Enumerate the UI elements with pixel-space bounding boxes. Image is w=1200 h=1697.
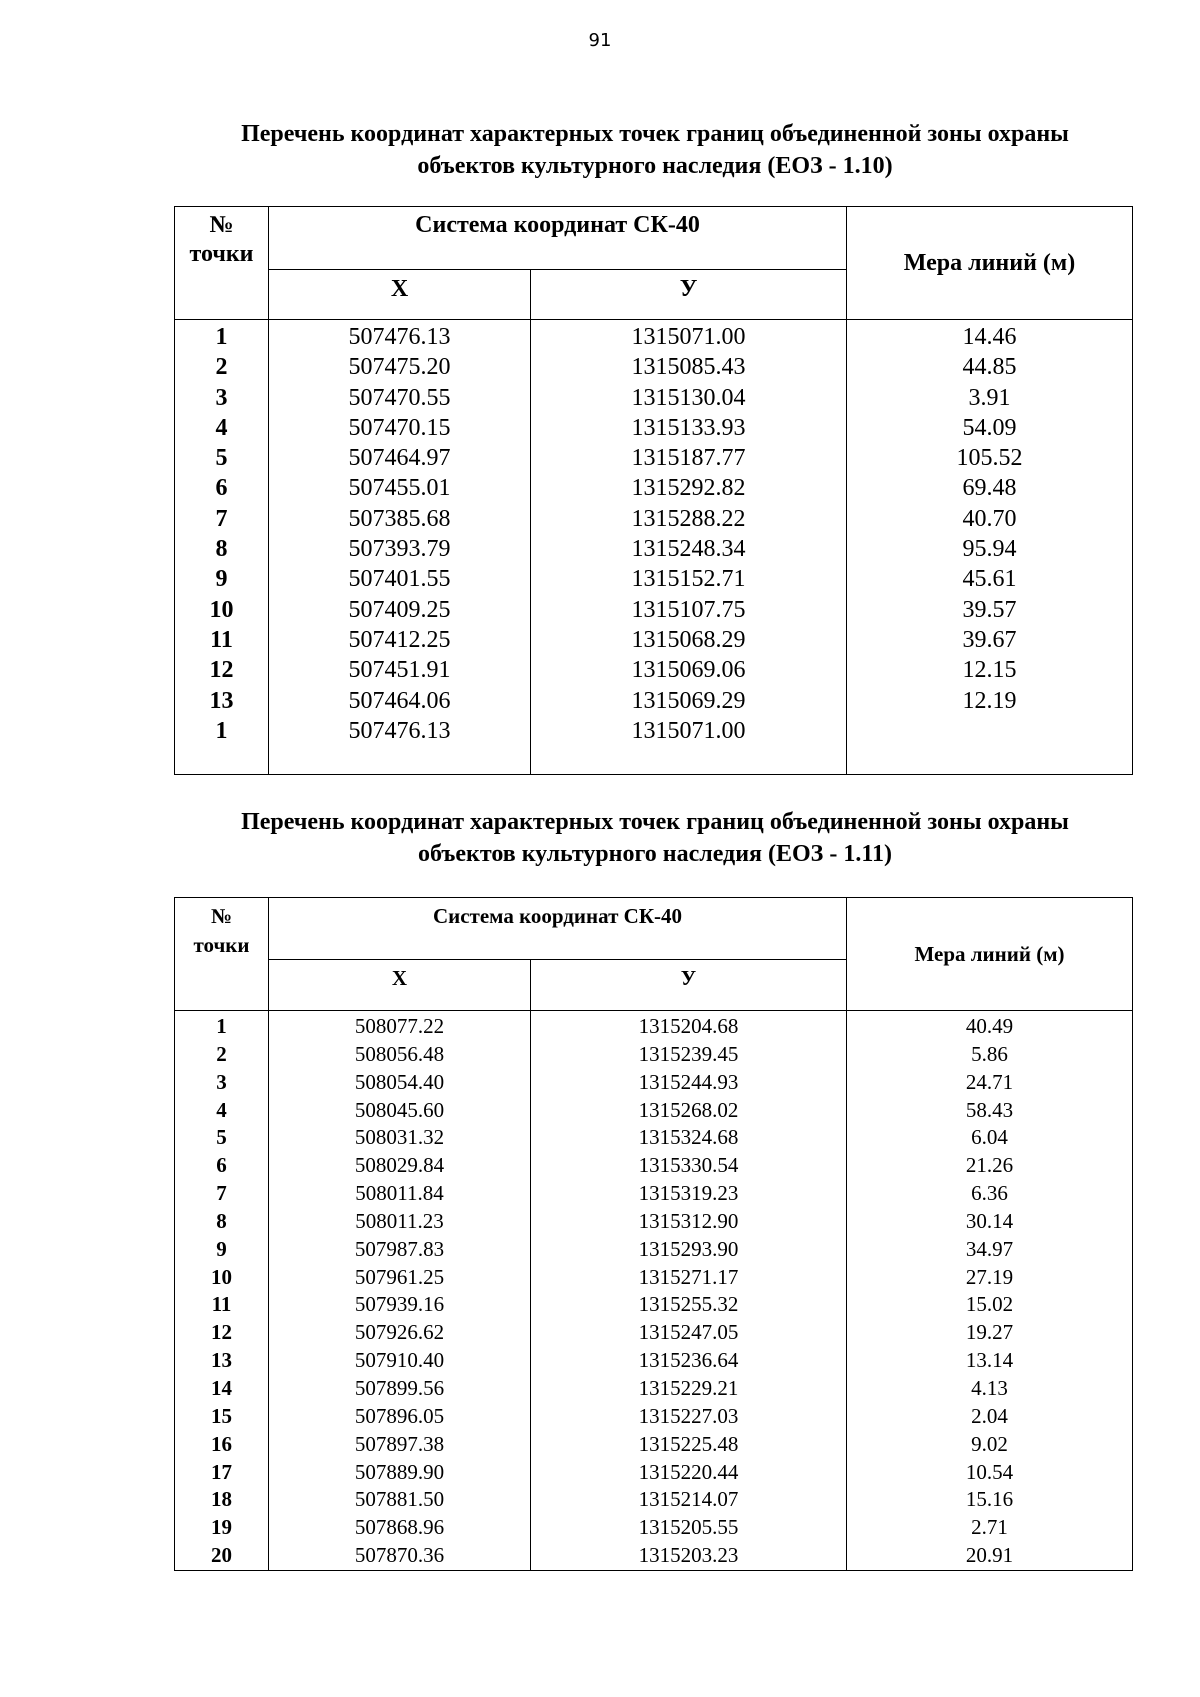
table-cell: 1315133.93 bbox=[631, 414, 746, 441]
table-cell: 11 bbox=[210, 626, 233, 653]
table-cell: 507451.91 bbox=[348, 657, 451, 684]
header-line-measure: Мера линий (м) bbox=[847, 898, 1133, 1011]
table-cell: 15.02 bbox=[965, 1292, 1014, 1317]
table-cell: 8 bbox=[216, 1208, 227, 1233]
table-cell: 507385.68 bbox=[348, 505, 451, 532]
table-cell: 1315248.34 bbox=[631, 536, 746, 563]
table-cell: 10 bbox=[211, 1264, 232, 1289]
table-cell: 1315205.55 bbox=[638, 1515, 739, 1540]
table-cell: 1315130.04 bbox=[631, 384, 746, 411]
header-point-label: точки bbox=[193, 933, 250, 957]
table-cell: 24.71 bbox=[965, 1069, 1014, 1094]
table-cell: 19.27 bbox=[965, 1320, 1014, 1345]
table-cell: 105.52 bbox=[956, 445, 1023, 472]
table-cell: 508056.48 bbox=[354, 1041, 445, 1066]
table-cell: 54.09 bbox=[962, 414, 1017, 441]
table-cell: 40.70 bbox=[962, 505, 1017, 532]
table-cell: 1315236.64 bbox=[638, 1348, 739, 1373]
table-cell: 10 bbox=[209, 596, 234, 623]
table-cell: 12.19 bbox=[962, 687, 1017, 714]
table-cell: 508045.60 bbox=[354, 1097, 445, 1122]
table-cell: 4 bbox=[215, 414, 228, 441]
table-cell: 508029.84 bbox=[354, 1153, 445, 1178]
section-title-eoz-1-10 bbox=[175, 118, 1135, 182]
table-cell: 507926.62 bbox=[354, 1320, 445, 1345]
table-cell: 508031.32 bbox=[354, 1125, 445, 1150]
section-title-eoz-1-11 bbox=[175, 806, 1135, 870]
measure-column bbox=[847, 1011, 1133, 1571]
table-cell: 3 bbox=[215, 384, 228, 411]
table-cell: 16 bbox=[211, 1431, 232, 1456]
x-column bbox=[269, 1011, 531, 1571]
table-cell: 1315187.77 bbox=[631, 445, 746, 472]
table-cell: 1315312.90 bbox=[638, 1208, 739, 1233]
title-line: объектов культурного наследия (ЕОЗ - 1.10) bbox=[417, 153, 893, 179]
table-cell: 507412.25 bbox=[348, 626, 451, 653]
table-cell: 507896.05 bbox=[354, 1403, 445, 1428]
table-cell: 507393.79 bbox=[348, 536, 451, 563]
x-column bbox=[269, 320, 531, 775]
table-cell: 14.46 bbox=[962, 324, 1017, 350]
table-cell: 1315069.06 bbox=[631, 657, 746, 684]
header-line-measure: Мера линий (м) bbox=[847, 207, 1133, 320]
table-cell: 507910.40 bbox=[354, 1348, 445, 1373]
table-cell: 507476.13 bbox=[348, 717, 451, 744]
table-cell: 30.14 bbox=[965, 1208, 1014, 1233]
table-cell: 507470.55 bbox=[348, 384, 451, 411]
table-cell: 1315293.90 bbox=[638, 1236, 739, 1261]
table-cell: 507401.55 bbox=[348, 566, 451, 593]
table-cell: 9 bbox=[216, 1236, 227, 1261]
table-cell: 507897.38 bbox=[354, 1431, 445, 1456]
table-cell: 507470.15 bbox=[348, 414, 451, 441]
table-cell: 1315319.23 bbox=[638, 1181, 739, 1206]
table-cell: 1 bbox=[215, 324, 228, 350]
table-cell: 69.48 bbox=[962, 475, 1017, 502]
table-cell: 45.61 bbox=[962, 566, 1017, 593]
table-cell: 1 bbox=[215, 717, 228, 744]
table-cell: 507939.16 bbox=[354, 1292, 445, 1317]
measure-column bbox=[847, 320, 1133, 775]
table-cell: 2.71 bbox=[971, 1515, 1008, 1540]
table-cell: 5.86 bbox=[971, 1041, 1008, 1066]
table-cell: 507464.06 bbox=[348, 687, 451, 714]
table-cell: 39.57 bbox=[962, 596, 1017, 623]
table-cell: 1315085.43 bbox=[631, 354, 746, 381]
table-cell: 21.26 bbox=[965, 1153, 1014, 1178]
table-cell: 12 bbox=[209, 657, 234, 684]
table-cell: 1315107.75 bbox=[631, 596, 746, 623]
table-cell: 3.91 bbox=[968, 384, 1011, 411]
table-cell: 1315069.29 bbox=[631, 687, 746, 714]
table-cell: 508011.23 bbox=[355, 1208, 444, 1233]
table-cell: 1315247.05 bbox=[638, 1320, 739, 1345]
header-point-number bbox=[175, 898, 269, 1011]
table-cell: 4.13 bbox=[971, 1375, 1008, 1400]
table-cell: 6 bbox=[215, 475, 228, 502]
table-cell: 1315255.32 bbox=[638, 1292, 739, 1317]
table-cell: 1315239.45 bbox=[638, 1041, 739, 1066]
table-cell: 3 bbox=[216, 1069, 227, 1094]
table-cell: 1315152.71 bbox=[631, 566, 746, 593]
table-cell: 1315204.68 bbox=[638, 1014, 739, 1038]
header-number-sign: № bbox=[209, 212, 234, 238]
header-coordinate-system: Система координат СК-40 bbox=[269, 207, 847, 270]
table-cell: 13.14 bbox=[965, 1348, 1014, 1373]
table-cell: 1 bbox=[216, 1014, 227, 1038]
table-cell: 11 bbox=[211, 1292, 232, 1317]
table-cell: 4 bbox=[216, 1097, 227, 1122]
header-y: У bbox=[531, 960, 847, 1011]
table-cell: 508011.84 bbox=[355, 1181, 444, 1206]
table-cell: 507476.13 bbox=[348, 324, 451, 350]
table-cell: 15.16 bbox=[965, 1487, 1014, 1512]
table-cell: 1315244.93 bbox=[638, 1069, 739, 1094]
table-cell: 95.94 bbox=[962, 536, 1017, 563]
table-cell: 39.67 bbox=[962, 626, 1017, 653]
table-cell: 1315071.00 bbox=[631, 717, 746, 744]
table-cell: 7 bbox=[215, 505, 228, 532]
table-cell: 507987.83 bbox=[354, 1236, 445, 1261]
table-cell: 507899.56 bbox=[354, 1375, 445, 1400]
table-cell: 17 bbox=[211, 1459, 232, 1484]
table-cell: 6.04 bbox=[971, 1125, 1008, 1150]
table-cell: 7 bbox=[216, 1181, 227, 1206]
table-cell: 507961.25 bbox=[354, 1264, 445, 1289]
y-column bbox=[531, 1011, 847, 1571]
table-cell: 507889.90 bbox=[354, 1459, 445, 1484]
table-cell: 507881.50 bbox=[354, 1487, 445, 1512]
table-cell: 507409.25 bbox=[348, 596, 451, 623]
table-cell: 9.02 bbox=[971, 1431, 1008, 1456]
page-number: 91 bbox=[588, 30, 612, 51]
table-cell: 507464.97 bbox=[348, 445, 451, 472]
table-cell: 8 bbox=[215, 536, 228, 563]
point-number-column bbox=[175, 320, 269, 775]
table-cell: 12.15 bbox=[962, 657, 1017, 684]
table-cell: 34.97 bbox=[965, 1236, 1014, 1261]
table-cell: 6.36 bbox=[971, 1181, 1008, 1206]
table-cell: 1315220.44 bbox=[638, 1459, 739, 1484]
coordinates-table-eoz-1-10 bbox=[174, 206, 1133, 775]
table-cell: 13 bbox=[209, 687, 234, 714]
table-cell: 19 bbox=[211, 1515, 232, 1540]
table-cell: 20 bbox=[211, 1543, 232, 1568]
header-x: Х bbox=[269, 270, 531, 320]
table-cell: 1315271.17 bbox=[638, 1264, 739, 1289]
table-cell: 1315229.21 bbox=[638, 1375, 739, 1400]
table-cell: 1315214.07 bbox=[638, 1487, 739, 1512]
table-cell: 507475.20 bbox=[348, 354, 451, 381]
y-column bbox=[531, 320, 847, 775]
table-cell: 44.85 bbox=[962, 354, 1017, 381]
table-cell: 1315292.82 bbox=[631, 475, 746, 502]
table-cell: 6 bbox=[216, 1153, 227, 1178]
table-cell: 9 bbox=[215, 566, 228, 593]
table-cell: 1315225.48 bbox=[638, 1431, 739, 1456]
table-cell: 40.49 bbox=[965, 1014, 1014, 1038]
table-cell: 20.91 bbox=[965, 1543, 1014, 1568]
table-cell: 13 bbox=[211, 1348, 232, 1373]
coordinates-table-eoz-1-11 bbox=[174, 897, 1133, 1571]
table-cell: 1315071.00 bbox=[631, 324, 746, 350]
table-cell: 5 bbox=[216, 1125, 227, 1150]
table-cell: 58.43 bbox=[965, 1097, 1014, 1122]
table-cell: 2.04 bbox=[971, 1403, 1008, 1428]
table-cell: 507870.36 bbox=[354, 1543, 445, 1568]
table-cell: 508077.22 bbox=[354, 1014, 445, 1038]
header-number-sign: № bbox=[210, 904, 233, 928]
table-cell: 12 bbox=[211, 1320, 232, 1345]
table-cell: 1315068.29 bbox=[631, 626, 746, 653]
table-cell: 508054.40 bbox=[354, 1069, 445, 1094]
table-cell: 27.19 bbox=[965, 1264, 1014, 1289]
table-cell: 1315203.23 bbox=[638, 1543, 739, 1568]
title-line: объектов культурного наследия (ЕОЗ - 1.11) bbox=[417, 841, 893, 867]
point-number-column bbox=[175, 1011, 269, 1571]
table-cell: 15 bbox=[211, 1403, 232, 1428]
table-cell: 5 bbox=[215, 445, 228, 472]
table-cell: 1315288.22 bbox=[631, 505, 746, 532]
table-cell: 1315227.03 bbox=[638, 1403, 739, 1428]
table-cell: 507455.01 bbox=[348, 475, 451, 502]
table-cell: 14 bbox=[211, 1375, 232, 1400]
table-cell: 2 bbox=[215, 354, 228, 381]
table-cell: 10.54 bbox=[965, 1459, 1014, 1484]
table-cell: 1315324.68 bbox=[638, 1125, 739, 1150]
header-point-number bbox=[175, 207, 269, 320]
title-line: Перечень координат характерных точек границ объединенной зоны охраны bbox=[241, 809, 1069, 835]
title-line: Перечень координат характерных точек границ объединенной зоны охраны bbox=[241, 121, 1069, 147]
header-x: Х bbox=[269, 960, 531, 1011]
table-cell: 18 bbox=[211, 1487, 232, 1512]
header-point-label: точки bbox=[189, 241, 254, 267]
header-coordinate-system: Система координат СК-40 bbox=[269, 898, 847, 960]
table-cell: 1315268.02 bbox=[638, 1097, 739, 1122]
table-cell: 2 bbox=[216, 1041, 227, 1066]
table-cell: 1315330.54 bbox=[638, 1153, 739, 1178]
table-cell: 507868.96 bbox=[354, 1515, 445, 1540]
header-y: У bbox=[531, 270, 847, 320]
